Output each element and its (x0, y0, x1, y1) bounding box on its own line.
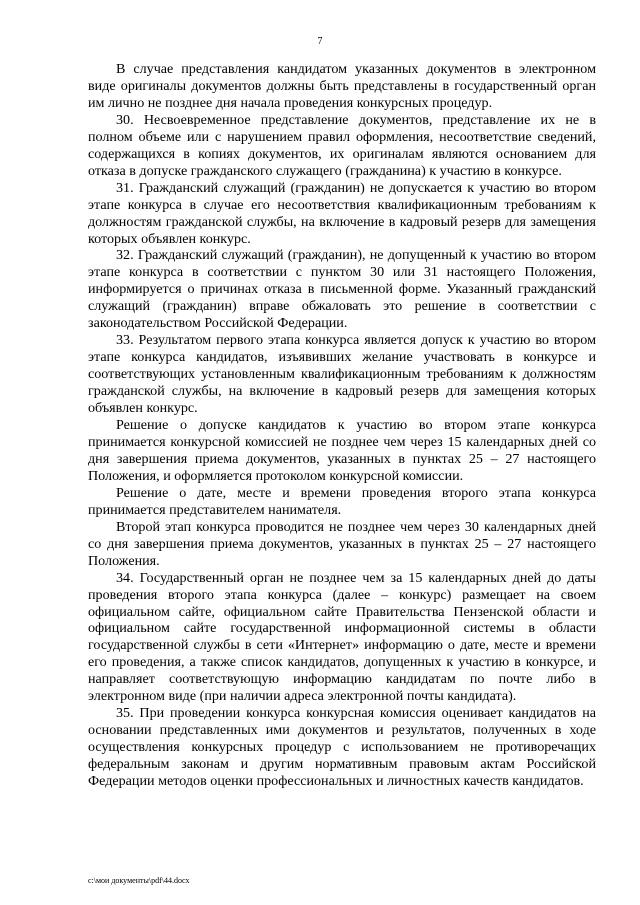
paragraph: В случае представления кандидатом указанных документов в электронном виде оригиналы документов должны быть представлены в государственный орган им лично не позднее дня начала проведения конкурсных процедур. (88, 61, 596, 111)
paragraph-item-31: 31. Гражданский служащий (гражданин) не допускается к участию во втором этапе конкурса в случае его несоответствия квалификационным требованиям к должностям гражданской службы, на включение в кадровый резерв для замещения которых объявлен конкурс. (88, 179, 596, 247)
paragraph-item-34: 34. Государственный орган не позднее чем за 15 календарных дней до даты проведения второго этапа конкурса (далее – конкурс) размещает на своем официальном сайте, официальном сайте Правительства Пензенской области и официальном сайте государственной информационной системы в области государственной службы в сети «Интернет» информацию о дате, месте и времени его проведения, а также список кандидатов, допущенных к участию в конкурсе, и направляет соответствующую информацию кандидатам по почте либо в электронном виде (при наличии адреса электронной почты кандидата). (88, 569, 596, 705)
paragraph: Решение о допуске кандидатов к участию во втором этапе конкурса принимается конкурсной комиссией не позднее чем через 15 календарных дней со дня завершения приема документов, указанных в пунктах 25 – 27 настоящего Положения, и оформляется протоколом конкурсной комиссии. (88, 417, 596, 484)
document-body (88, 61, 596, 790)
paragraph: Второй этап конкурса проводится не позднее чем через 30 календарных дней со дня завершения приема документов, указанных в пунктах 25 – 27 настоящего Положения. (88, 518, 596, 569)
paragraph-item-33: 33. Результатом первого этапа конкурса является допуск к участию во втором этапе конкурса кандидатов, изъявивших желание участвовать в конкурсе и соответствующих установленным квалификационным требованиям к должностям гражданской службы, на включение в кадровый резерв для замещения которых объявлен конкурс. (88, 332, 596, 417)
paragraph-item-30: 30. Несвоевременное представление документов, представление их не в полном объеме или с нарушением правил оформления, несоответствие сведений, содержащихся в копиях документов, их оригиналам являются основанием для отказа в допуске гражданского служащего (гражданина) к участию в конкурсе. (88, 111, 596, 179)
paragraph: Решение о дате, месте и времени проведения второго этапа конкурса принимается представителем нанимателя. (88, 484, 596, 518)
page-number: 7 (317, 36, 323, 47)
footer-file-path: c:\мои документы\pdf\44.docx (88, 876, 190, 885)
paragraph-item-32: 32. Гражданский служащий (гражданин), не допущенный к участию во втором этапе конкурса в соответствии с пунктом 30 или 31 настоящего Положения, информируется о причинах отказа в письменной форме. Указанный гражданский служащий (гражданин) вправе обжаловать это решение в соответствии с законодательством Российской Федерации. (88, 247, 596, 332)
paragraph-item-35: 35. При проведении конкурса конкурсная комиссия оценивает кандидатов на основании представленных ими документов и результатов, полученных в ходе осуществления конкурсных процедур с использованием не противоречащих федеральным законам и другим нормативным правовым актам Российской Федерации методов оценки профессиональных и личностных качеств кандидатов. (88, 705, 596, 790)
